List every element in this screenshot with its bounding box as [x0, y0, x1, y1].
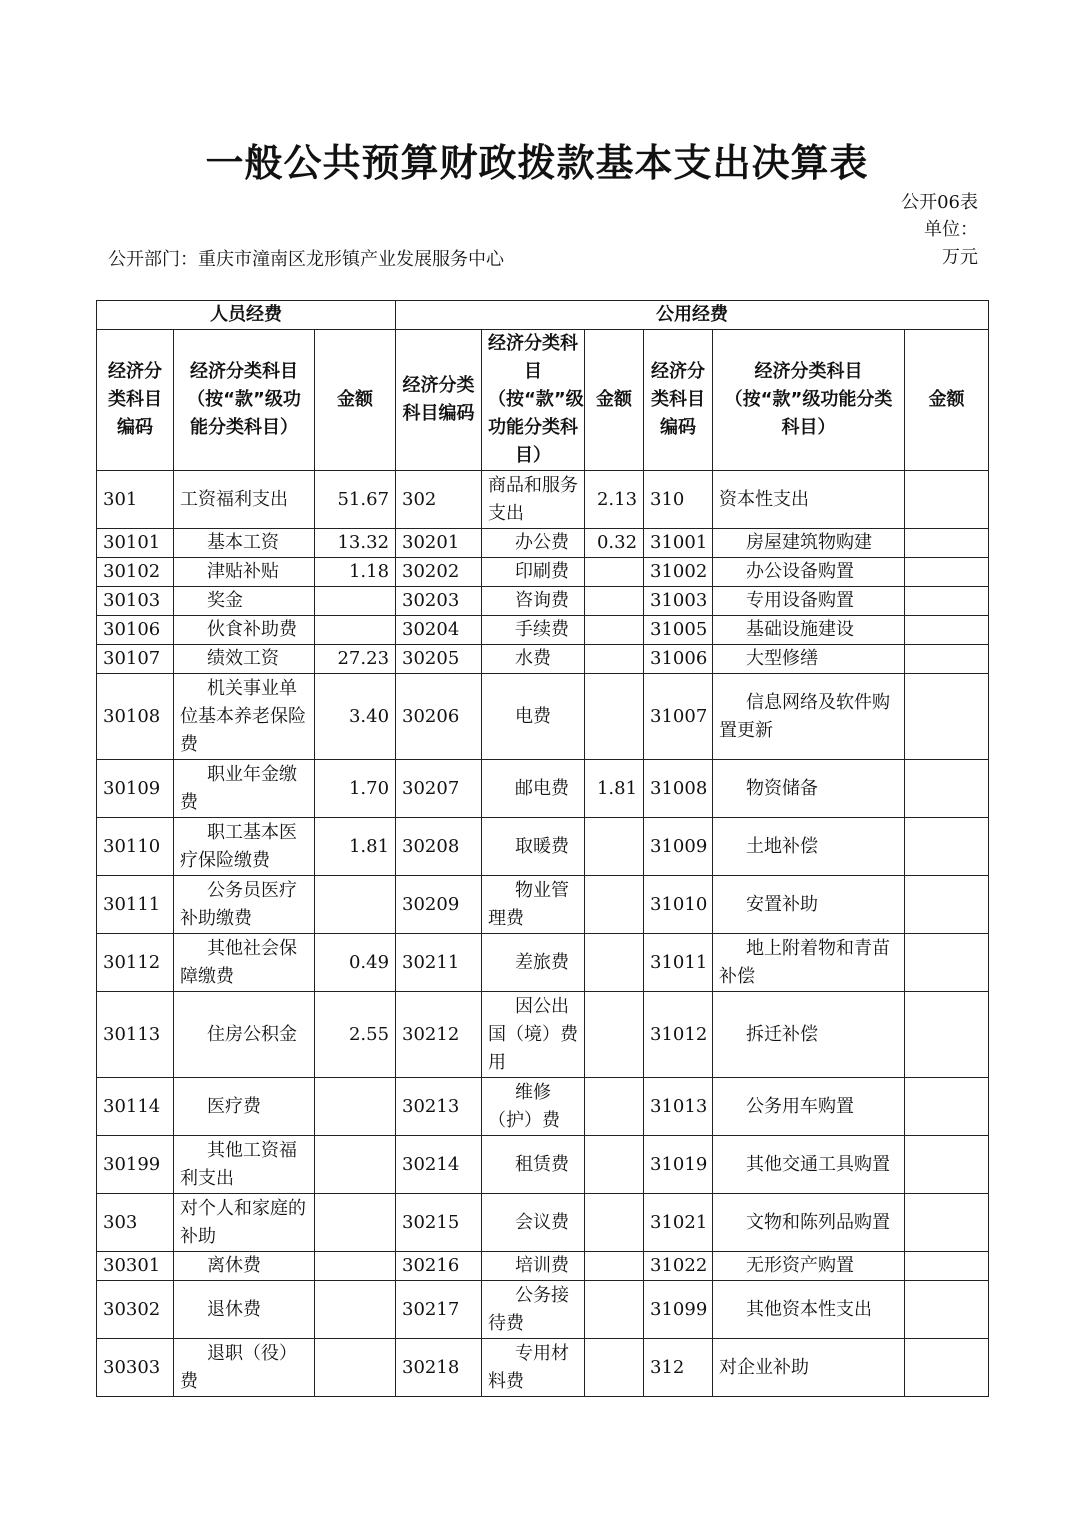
cell-b-name: 电费 [482, 674, 585, 760]
cell-c-code: 31022 [644, 1252, 713, 1281]
table-row [97, 934, 989, 992]
cell-b-name: 公务接待费 [482, 1281, 585, 1339]
cell-b-code: 30204 [396, 616, 482, 645]
cell-b-name: 邮电费 [482, 760, 585, 818]
table-row [97, 1078, 989, 1136]
cell-b-amt [585, 645, 644, 674]
cell-c-code: 31012 [644, 992, 713, 1078]
unit-label: 单位：万元 [924, 219, 978, 268]
table-row [97, 992, 989, 1078]
cell-b-code: 30213 [396, 1078, 482, 1136]
cell-c-amt [905, 760, 989, 818]
cell-c-name: 地上附着物和青苗补偿 [713, 934, 905, 992]
budget-table [96, 300, 989, 1397]
cell-c-name: 专用设备购置 [713, 587, 905, 616]
cell-a-name: 对个人和家庭的补助 [174, 1194, 315, 1252]
cell-c-code: 31019 [644, 1136, 713, 1194]
cell-b-amt [585, 674, 644, 760]
cell-b-code: 30208 [396, 818, 482, 876]
department-label: 公开部门：重庆市潼南区龙形镇产业发展服务中心 [108, 249, 504, 270]
cell-a-name: 绩效工资 [174, 645, 315, 674]
cell-c-code: 31009 [644, 818, 713, 876]
cell-b-amt [585, 1136, 644, 1194]
table-row [97, 616, 989, 645]
header-code-c: 经济分类科目编码 [644, 330, 713, 471]
cell-c-code: 31008 [644, 760, 713, 818]
cell-a-code: 301 [97, 471, 174, 529]
cell-a-amt [315, 1194, 396, 1252]
cell-c-amt [905, 1136, 989, 1194]
cell-c-code: 31010 [644, 876, 713, 934]
cell-a-code: 30109 [97, 760, 174, 818]
cell-a-amt [315, 616, 396, 645]
cell-c-code: 31007 [644, 674, 713, 760]
table-row [97, 529, 989, 558]
cell-c-name: 信息网络及软件购置更新 [713, 674, 905, 760]
cell-a-amt [315, 1252, 396, 1281]
cell-a-amt [315, 1339, 396, 1397]
cell-a-amt: 0.49 [315, 934, 396, 992]
cell-a-code: 30108 [97, 674, 174, 760]
cell-b-name: 培训费 [482, 1252, 585, 1281]
cell-a-code: 30102 [97, 558, 174, 587]
cell-b-name: 手续费 [482, 616, 585, 645]
cell-a-amt [315, 1281, 396, 1339]
cell-c-amt [905, 1252, 989, 1281]
cell-c-code: 312 [644, 1339, 713, 1397]
cell-b-name: 办公费 [482, 529, 585, 558]
header-name-b: 经济分类科目（按“款”级功能分类科目） [482, 330, 585, 471]
cell-b-name: 维修（护）费 [482, 1078, 585, 1136]
cell-a-amt: 51.67 [315, 471, 396, 529]
cell-c-name: 土地补偿 [713, 818, 905, 876]
cell-c-name: 对企业补助 [713, 1339, 905, 1397]
cell-c-amt [905, 587, 989, 616]
header-amount-a: 金额 [315, 330, 396, 471]
cell-b-name: 商品和服务支出 [482, 471, 585, 529]
cell-c-code: 31006 [644, 645, 713, 674]
cell-c-name: 其他交通工具购置 [713, 1136, 905, 1194]
cell-a-name: 退职（役）费 [174, 1339, 315, 1397]
cell-b-amt: 1.81 [585, 760, 644, 818]
cell-a-code: 30114 [97, 1078, 174, 1136]
cell-b-name: 物业管理费 [482, 876, 585, 934]
cell-a-amt [315, 587, 396, 616]
cell-a-name: 住房公积金 [174, 992, 315, 1078]
header-code-b: 经济分类科目编码 [396, 330, 482, 471]
cell-c-name: 房屋建筑物购建 [713, 529, 905, 558]
cell-b-code: 30212 [396, 992, 482, 1078]
table-row [97, 1339, 989, 1397]
table-row [97, 1281, 989, 1339]
cell-a-code: 30112 [97, 934, 174, 992]
table-row [97, 818, 989, 876]
form-code: 公开06表 [901, 192, 978, 213]
cell-b-name: 水费 [482, 645, 585, 674]
cell-b-code: 30215 [396, 1194, 482, 1252]
cell-a-name: 其他社会保障缴费 [174, 934, 315, 992]
cell-b-amt [585, 934, 644, 992]
header-name-a: 经济分类科目（按“款”级功能分类科目） [174, 330, 315, 471]
cell-a-amt: 13.32 [315, 529, 396, 558]
cell-c-name: 安置补助 [713, 876, 905, 934]
cell-a-amt: 3.40 [315, 674, 396, 760]
cell-b-code: 30216 [396, 1252, 482, 1281]
cell-b-amt [585, 1281, 644, 1339]
cell-b-amt [585, 1078, 644, 1136]
cell-b-amt [585, 587, 644, 616]
cell-a-amt: 2.55 [315, 992, 396, 1078]
cell-b-code: 30201 [396, 529, 482, 558]
table-row [97, 876, 989, 934]
cell-c-name: 办公设备购置 [713, 558, 905, 587]
cell-a-name: 工资福利支出 [174, 471, 315, 529]
cell-b-code: 30214 [396, 1136, 482, 1194]
cell-a-amt: 1.18 [315, 558, 396, 587]
header-name-c: 经济分类科目（按“款”级功能分类科目） [713, 330, 905, 471]
table-row [97, 760, 989, 818]
table-row [97, 645, 989, 674]
cell-c-amt [905, 992, 989, 1078]
cell-a-code: 30303 [97, 1339, 174, 1397]
cell-a-name: 医疗费 [174, 1078, 315, 1136]
cell-c-code: 31005 [644, 616, 713, 645]
cell-b-name: 差旅费 [482, 934, 585, 992]
cell-b-amt [585, 1339, 644, 1397]
table-row [97, 1252, 989, 1281]
cell-a-code: 30111 [97, 876, 174, 934]
cell-a-amt [315, 876, 396, 934]
cell-a-name: 其他工资福利支出 [174, 1136, 315, 1194]
cell-a-amt [315, 1136, 396, 1194]
cell-a-name: 津贴补贴 [174, 558, 315, 587]
cell-b-code: 30202 [396, 558, 482, 587]
cell-b-name: 咨询费 [482, 587, 585, 616]
cell-c-amt [905, 558, 989, 587]
cell-a-code: 30301 [97, 1252, 174, 1281]
cell-a-name: 公务员医疗补助缴费 [174, 876, 315, 934]
cell-b-code: 30211 [396, 934, 482, 992]
cell-c-code: 31099 [644, 1281, 713, 1339]
cell-c-name: 其他资本性支出 [713, 1281, 905, 1339]
cell-b-name: 印刷费 [482, 558, 585, 587]
cell-b-name: 取暖费 [482, 818, 585, 876]
cell-b-code: 30217 [396, 1281, 482, 1339]
cell-a-code: 30103 [97, 587, 174, 616]
cell-a-code: 30199 [97, 1136, 174, 1194]
cell-b-amt [585, 992, 644, 1078]
cell-c-amt [905, 616, 989, 645]
cell-c-amt [905, 529, 989, 558]
cell-a-name: 伙食补助费 [174, 616, 315, 645]
cell-b-name: 会议费 [482, 1194, 585, 1252]
cell-b-amt [585, 876, 644, 934]
cell-c-name: 基础设施建设 [713, 616, 905, 645]
header-amount-c: 金额 [905, 330, 989, 471]
cell-c-name: 无形资产购置 [713, 1252, 905, 1281]
cell-c-name: 资本性支出 [713, 471, 905, 529]
cell-a-amt [315, 1078, 396, 1136]
cell-a-name: 离休费 [174, 1252, 315, 1281]
cell-a-name: 职工基本医疗保险缴费 [174, 818, 315, 876]
cell-c-name: 拆迁补偿 [713, 992, 905, 1078]
cell-a-code: 30113 [97, 992, 174, 1078]
cell-b-code: 30218 [396, 1339, 482, 1397]
table-row [97, 1136, 989, 1194]
cell-a-name: 职业年金缴费 [174, 760, 315, 818]
cell-a-name: 奖金 [174, 587, 315, 616]
cell-b-amt: 2.13 [585, 471, 644, 529]
cell-a-amt: 1.70 [315, 760, 396, 818]
cell-a-code: 30302 [97, 1281, 174, 1339]
cell-a-name: 退休费 [174, 1281, 315, 1339]
cell-a-code: 30101 [97, 529, 174, 558]
table-row [97, 1194, 989, 1252]
cell-b-code: 30203 [396, 587, 482, 616]
cell-b-amt [585, 1252, 644, 1281]
header-amount-b: 金额 [585, 330, 644, 471]
table-row [97, 558, 989, 587]
cell-a-amt: 1.81 [315, 818, 396, 876]
cell-a-name: 基本工资 [174, 529, 315, 558]
cell-c-code: 31002 [644, 558, 713, 587]
cell-c-amt [905, 471, 989, 529]
cell-c-amt [905, 1281, 989, 1339]
cell-c-code: 31013 [644, 1078, 713, 1136]
cell-b-code: 302 [396, 471, 482, 529]
cell-c-name: 大型修缮 [713, 645, 905, 674]
cell-b-name: 租赁费 [482, 1136, 585, 1194]
cell-c-amt [905, 876, 989, 934]
cell-c-code: 31021 [644, 1194, 713, 1252]
cell-c-code: 31003 [644, 587, 713, 616]
cell-b-name: 因公出国（境）费用 [482, 992, 585, 1078]
cell-c-amt [905, 934, 989, 992]
cell-c-name: 公务用车购置 [713, 1078, 905, 1136]
cell-c-amt [905, 1339, 989, 1397]
cell-c-name: 文物和陈列品购置 [713, 1194, 905, 1252]
cell-c-code: 31011 [644, 934, 713, 992]
table-row [97, 471, 989, 529]
cell-c-amt [905, 1078, 989, 1136]
table-row [97, 674, 989, 760]
header-code-a: 经济分类科目编码 [97, 330, 174, 471]
cell-a-code: 303 [97, 1194, 174, 1252]
group-header-personnel: 人员经费 [97, 301, 396, 330]
cell-c-amt [905, 818, 989, 876]
cell-b-code: 30206 [396, 674, 482, 760]
cell-a-code: 30110 [97, 818, 174, 876]
cell-a-code: 30107 [97, 645, 174, 674]
cell-c-code: 310 [644, 471, 713, 529]
cell-b-amt: 0.32 [585, 529, 644, 558]
cell-b-code: 30207 [396, 760, 482, 818]
cell-b-amt [585, 616, 644, 645]
cell-c-amt [905, 1194, 989, 1252]
cell-b-code: 30209 [396, 876, 482, 934]
table-row [97, 587, 989, 616]
cell-a-code: 30106 [97, 616, 174, 645]
page-title: 一般公共预算财政拨款基本支出决算表 [205, 141, 869, 185]
cell-b-amt [585, 818, 644, 876]
cell-b-amt [585, 558, 644, 587]
cell-a-amt: 27.23 [315, 645, 396, 674]
table-body [97, 471, 989, 1397]
cell-c-amt [905, 674, 989, 760]
cell-b-code: 30205 [396, 645, 482, 674]
cell-b-amt [585, 1194, 644, 1252]
cell-b-name: 专用材料费 [482, 1339, 585, 1397]
cell-c-amt [905, 645, 989, 674]
group-header-public: 公用经费 [396, 301, 989, 330]
cell-c-name: 物资储备 [713, 760, 905, 818]
cell-a-name: 机关事业单位基本养老保险费 [174, 674, 315, 760]
cell-c-code: 31001 [644, 529, 713, 558]
